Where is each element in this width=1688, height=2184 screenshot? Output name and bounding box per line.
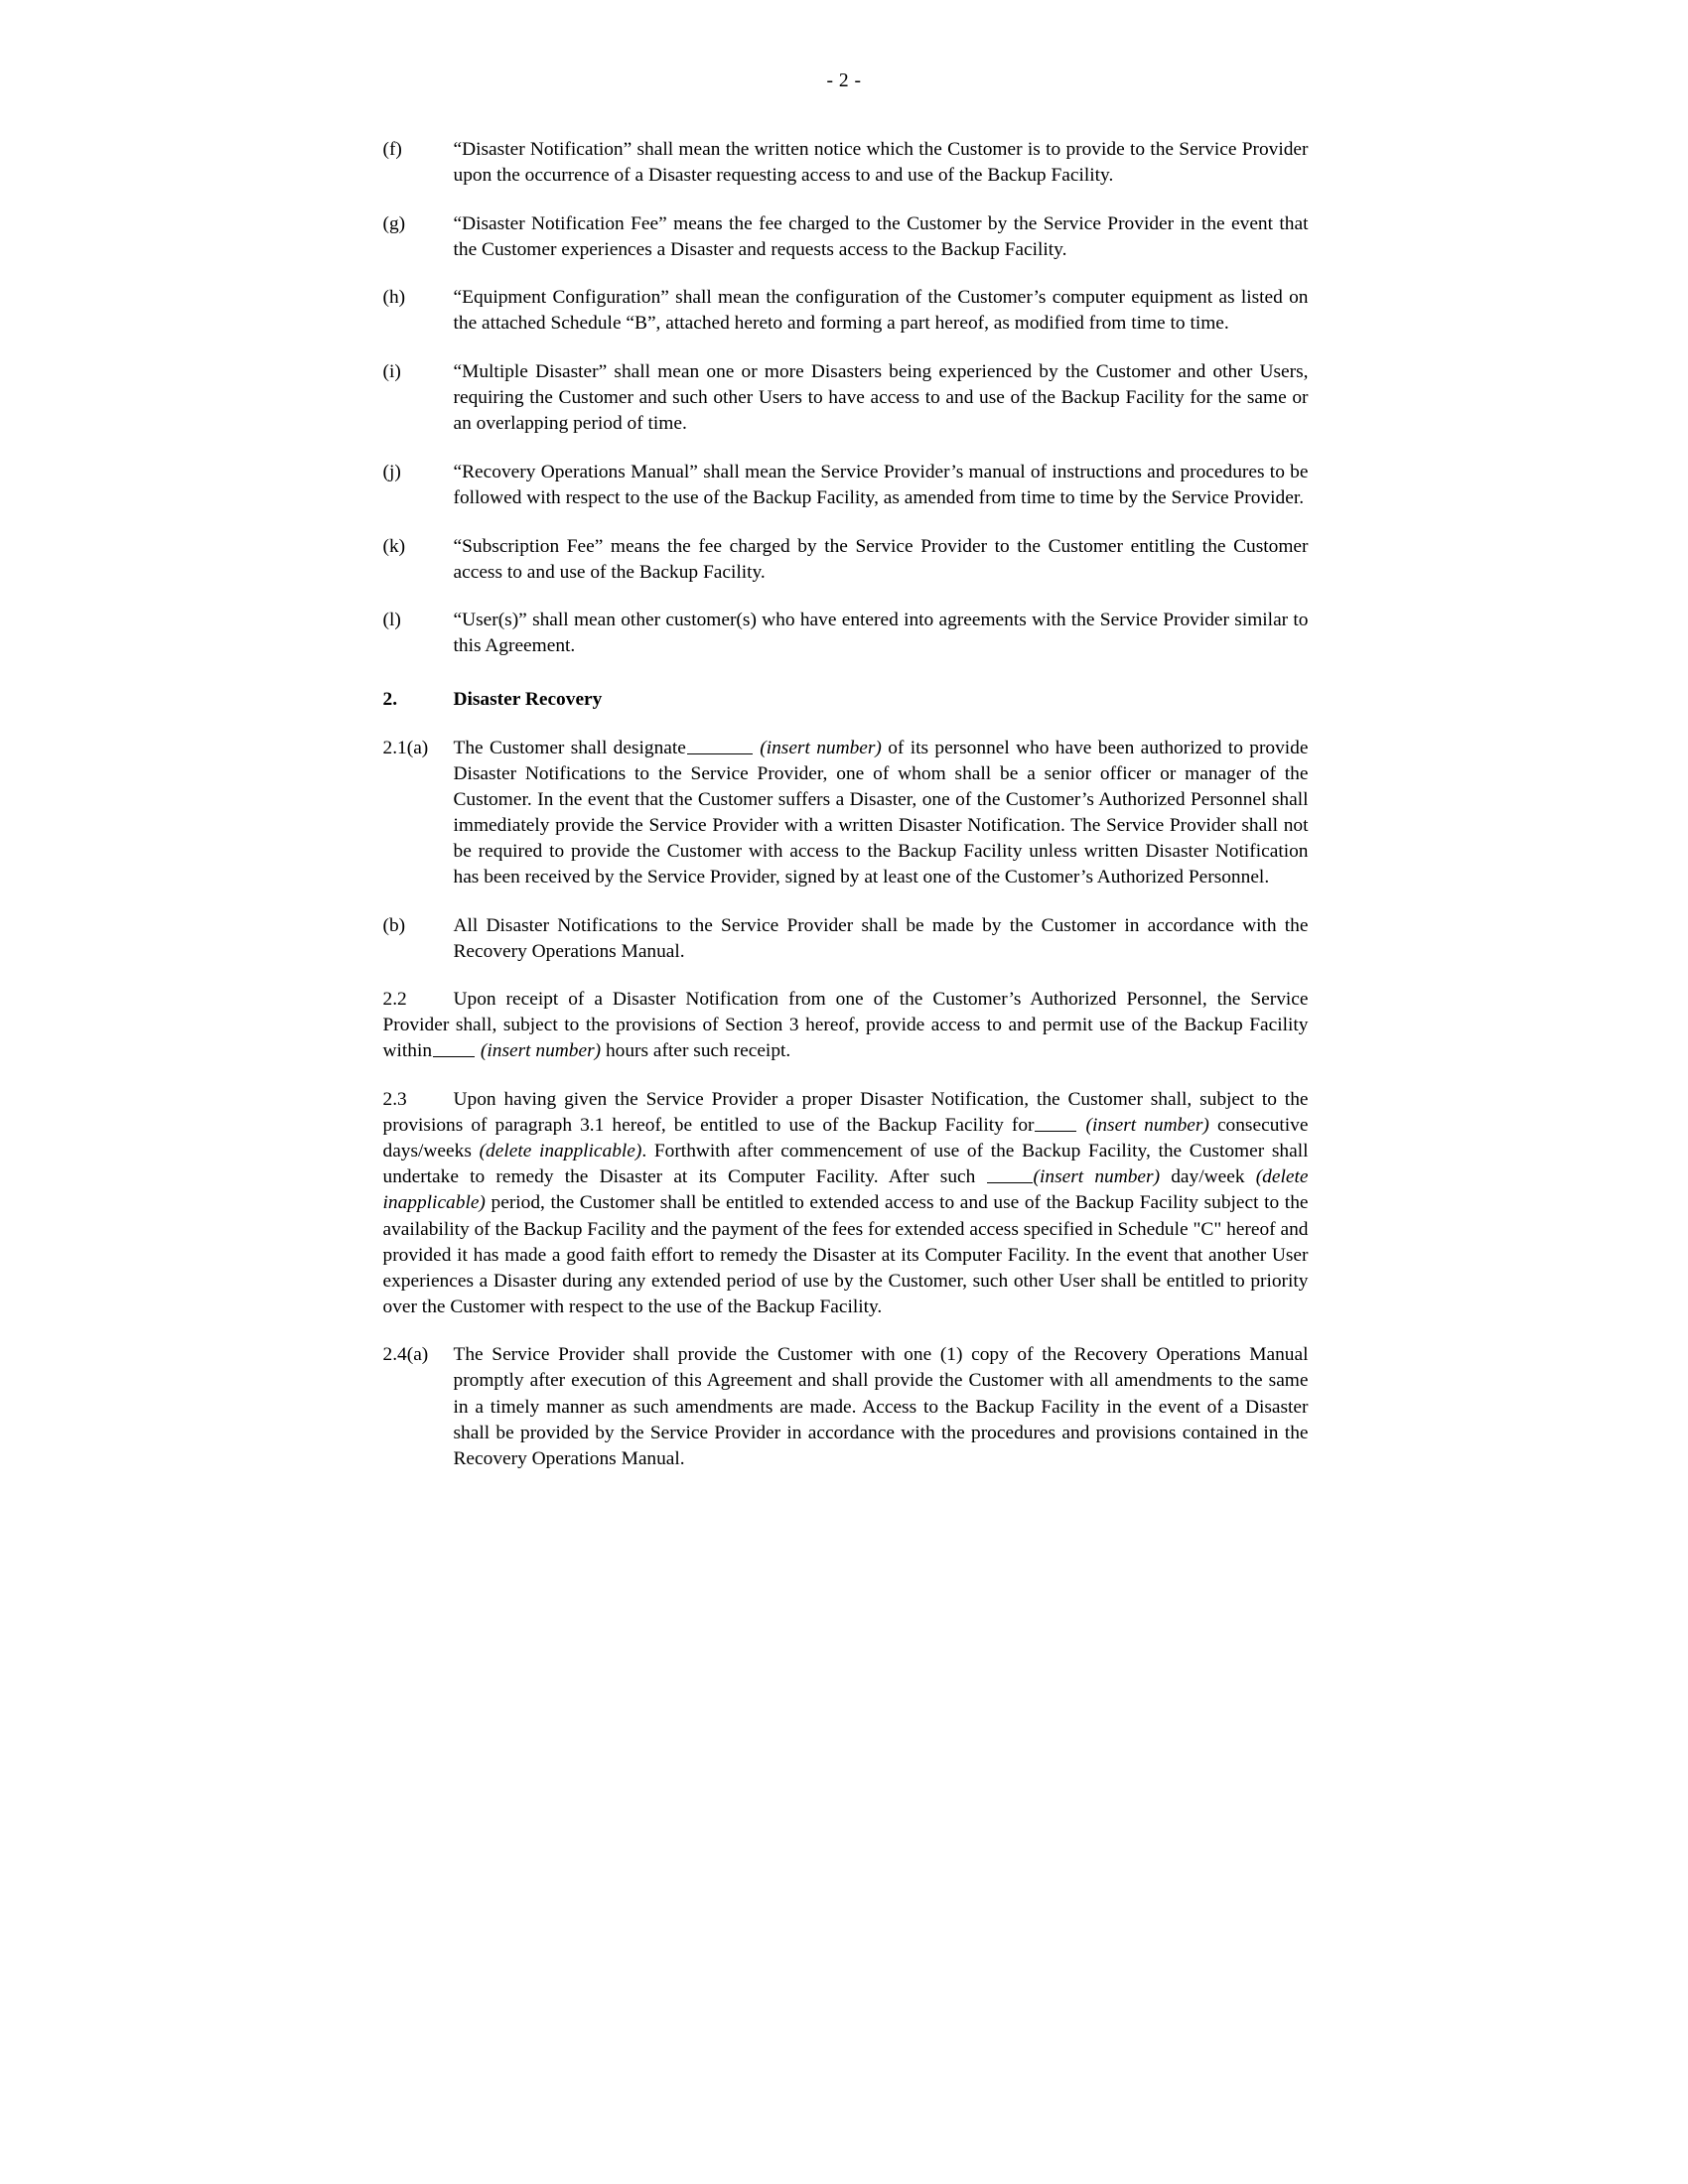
clause-text-k: “Subscription Fee” means the fee charged by the Service Provider to the Customer entitling the Customer access to and use of the Backup Facility.	[453, 535, 1309, 583]
definition-clause-f	[383, 137, 1309, 189]
clause-2-1-a-text-part1: The Customer shall designate	[453, 737, 686, 758]
clause-2-2-text-part2: hours after such receipt.	[605, 1040, 791, 1062]
clause-label-l: (l)	[382, 610, 401, 631]
clause-label-2-2: 2.2	[382, 989, 407, 1011]
clause-2-1-b-text: All Disaster Notifications to the Service Provider shall be made by the Customer in accordance with the Recovery Operations Manual.	[453, 914, 1309, 962]
fill-in-blank-2-3-b[interactable]	[987, 1166, 1033, 1183]
clause-label-k: (k)	[382, 535, 406, 557]
clause-2-3	[383, 1087, 1309, 1320]
clause-2-3-text-part2: consecutive days/weeks	[382, 1115, 1309, 1162]
section-2-heading	[383, 687, 1309, 713]
clause-text-l: “User(s)” shall mean other customer(s) who have entered into agreements with the Service Provider similar to this Agreement.	[453, 610, 1309, 657]
clause-label-2-1-a: 2.1(a)	[382, 737, 429, 758]
definition-clause-i	[383, 359, 1309, 437]
clause-2-2-text-part1: Upon receipt of a Disaster Notification from one of the Customer’s Authorized Personnel, the Service Provider shall, subject to the provisions of Section 3 hereof, provide access to and permit use of the Backup Facility within	[382, 989, 1309, 1062]
clause-text-i: “Multiple Disaster” shall mean one or more Disasters being experienced by the Customer and other Users, requiring the Customer and such other Users to have access to and use of the Backup Facility for the same or an overlapping period of time.	[453, 361, 1309, 435]
clause-2-3-italic-delete-inapplicable-2: (delete inapplicable)	[382, 1166, 1309, 1214]
definition-clause-l	[383, 608, 1309, 659]
clause-label-f: (f)	[382, 139, 402, 160]
definition-clause-k	[383, 534, 1309, 586]
clause-2-1-a-italic-insert-number: (insert number)	[760, 737, 882, 758]
clause-2-4-a-text: The Service Provider shall provide the Customer with one (1) copy of the Recovery Operations Manual promptly after execution of this Agreement and shall provide the Customer with all amendments to the same in a timely manner as such amendments are made. Access to the Backup Facility in the event of a Disaster shall be provided by the Service Provider in accordance with the procedures and provisions contained in the Recovery Operations Manual.	[453, 1344, 1309, 1469]
definition-clause-h	[383, 285, 1309, 337]
fill-in-blank-2-2[interactable]	[433, 1041, 475, 1058]
clause-2-3-text-part3: . Forthwith after commencement of use of the Backup Facility, the Customer shall undertake to remedy the Disaster at its Computer Facility. After such	[382, 1141, 1309, 1188]
clause-2-4-a	[383, 1342, 1309, 1471]
clause-2-3-italic-insert-number-1: (insert number)	[1085, 1115, 1209, 1137]
definition-clause-j	[383, 460, 1309, 511]
clause-label-2-1-b: (b)	[382, 914, 406, 936]
fill-in-blank-2-1-a[interactable]	[687, 738, 753, 754]
clause-label-2-3: 2.3	[382, 1089, 407, 1111]
clause-label-h: (h)	[382, 287, 406, 309]
fill-in-blank-2-3-a[interactable]	[1035, 1115, 1076, 1132]
section-2-title: Disaster Recovery	[453, 689, 603, 711]
clause-text-h: “Equipment Configuration” shall mean the configuration of the Customer’s computer equipment as listed on the attached Schedule “B”, attached hereto and forming a part hereof, as modified from time to time.	[453, 287, 1309, 335]
page-number: - 2 -	[826, 70, 862, 91]
definition-clause-g	[383, 211, 1309, 263]
clause-label-g: (g)	[382, 212, 406, 234]
document-body	[383, 137, 1309, 1494]
clause-2-1-a	[383, 736, 1309, 891]
clause-2-1-b	[383, 913, 1309, 965]
clause-2-3-italic-delete-inapplicable-1: (delete inapplicable)	[479, 1141, 642, 1162]
clause-2-2-italic-insert-number: (insert number)	[480, 1040, 602, 1062]
document-page	[242, 0, 1447, 1559]
clause-label-i: (i)	[382, 361, 401, 383]
clause-2-3-text-part5: period, the Customer shall be entitled to extended access to and use of the Backup Facility subject to the availability of the Backup Facility and the payment of the fees for extended access specified in Schedule "C" hereof and provided it has made a good faith effort to remedy the Disaster at its Computer Facility. In the event that another User experiences a Disaster during any extended period of use by the Customer, such other User shall be entitled to priority over the Customer with respect to the use of the Backup Facility.	[382, 1192, 1309, 1317]
clause-2-3-text-part1: Upon having given the Service Provider a proper Disaster Notification, the Customer shall, subject to the provisions of paragraph 3.1 hereof, be entitled to use of the Backup Facility for	[382, 1089, 1309, 1137]
clause-2-2	[383, 987, 1309, 1064]
clause-2-3-italic-insert-number-2: (insert number)	[1033, 1166, 1161, 1188]
clause-text-g: “Disaster Notification Fee” means the fee charged to the Customer by the Service Provider in the event that the Customer experiences a Disaster and requests access to the Backup Facility.	[453, 212, 1309, 260]
clause-label-j: (j)	[382, 461, 401, 482]
clause-label-2-4-a: 2.4(a)	[382, 1344, 429, 1366]
clause-2-1-a-text-part2: of its personnel who have been authorized to provide Disaster Notifications to the Service Provider, one of whom shall be a senior officer or manager of the Customer. In the event that the Customer suffers a Disaster, one of the Customer’s Authorized Personnel shall immediately provide the Service Provider with a written Disaster Notification. The Service Provider shall not be required to provide the Customer with access to the Backup Facility unless written Disaster Notification has been received by the Service Provider, signed by at least one of the Customer’s Authorized Personnel.	[453, 737, 1309, 887]
clause-text-f: “Disaster Notification” shall mean the written notice which the Customer is to provide to the Service Provider upon the occurrence of a Disaster requesting access to and use of the Backup Facility.	[453, 139, 1309, 187]
clause-2-3-text-part4: day/week	[1171, 1166, 1245, 1188]
section-2-number: 2.	[382, 689, 398, 711]
clause-text-j: “Recovery Operations Manual” shall mean the Service Provider’s manual of instructions and procedures to be followed with respect to the use of the Backup Facility, as amended from time to time by the Service Provider.	[453, 461, 1309, 508]
